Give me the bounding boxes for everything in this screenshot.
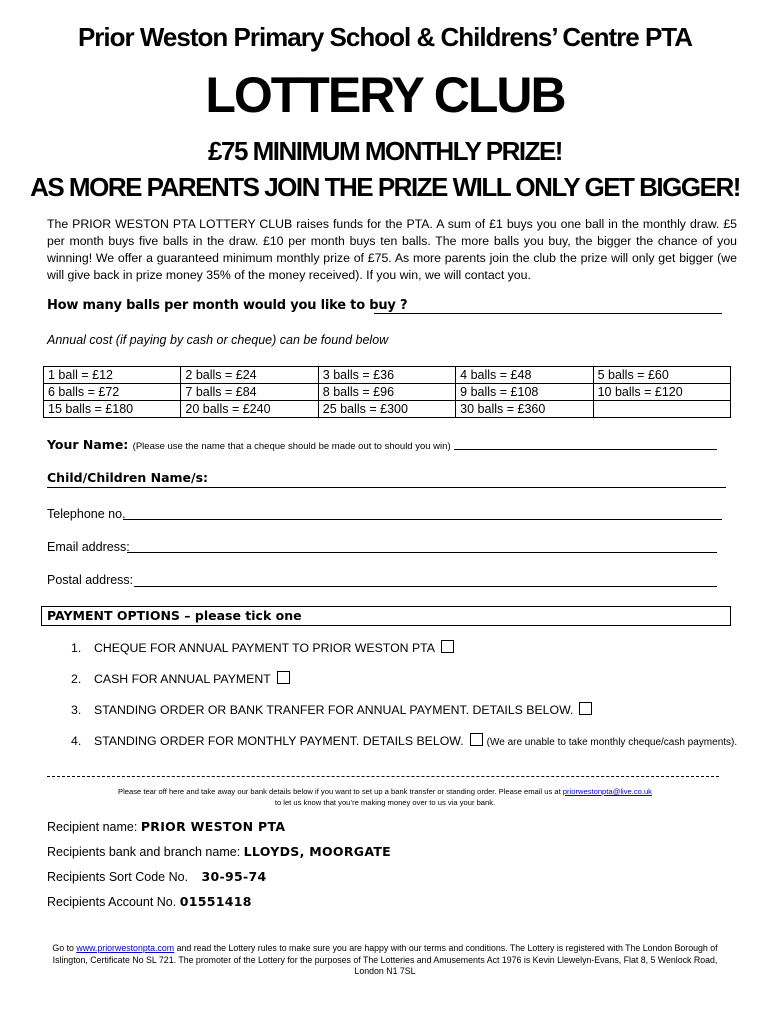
your-name-note: (Please use the name that a cheque should be made out to should you win)	[132, 441, 451, 452]
telephone-label: Telephone no.	[47, 507, 126, 521]
sort-code-value: 30-95-74	[201, 869, 267, 884]
email-label: Email address:	[47, 540, 130, 554]
recipient-name-value: PRIOR WESTON PTA	[140, 819, 286, 834]
payment-options-heading: PAYMENT OPTIONS – please tick one	[47, 608, 302, 623]
bank-branch-row	[47, 844, 391, 859]
option-number: 3.	[71, 703, 82, 717]
price-table-cell: 4 balls = £48	[456, 367, 593, 384]
account-number-label: Recipients Account No.	[47, 895, 177, 909]
children-label: Child/Children Name/s:	[47, 470, 209, 485]
pta-email-link[interactable]: priorwestonpta@live.co.uk	[562, 787, 652, 796]
footer-terms	[50, 943, 720, 978]
footer-text-start: Go to	[52, 943, 77, 953]
account-number-value: 01551418	[179, 894, 252, 909]
bank-branch-value: LLOYDS, MOORGATE	[243, 844, 392, 859]
price-table-row	[44, 401, 731, 418]
tear-off-text: Please tear off here and take away our bank details below if you want to set up a bank transfer or standing order. Please email us at	[118, 787, 563, 796]
price-table-cell: 2 balls = £24	[181, 367, 318, 384]
option-number: 2.	[71, 672, 82, 686]
sort-code-label: Recipients Sort Code No.	[47, 870, 189, 884]
price-table-row	[44, 367, 731, 384]
telephone-field[interactable]	[123, 519, 722, 520]
option-4-note: (We are unable to take monthly cheque/cash payments).	[486, 737, 738, 748]
option-text: STANDING ORDER FOR MONTHLY PAYMENT. DETAILS BELOW.	[94, 734, 464, 748]
payment-option-4	[71, 733, 737, 748]
prize-heading: £75 MINIMUM MONTHLY PRIZE!	[208, 136, 562, 166]
email-field[interactable]	[127, 552, 717, 553]
account-number-row	[47, 894, 252, 909]
intro-paragraph: The PRIOR WESTON PTA LOTTERY CLUB raises funds for the PTA. A sum of £1 buys you one ball in the monthly draw. £5 per month buys five balls in the draw. £10 per month buys ten balls. The more balls you buy, the bigger the chance of you winning! We offer a guaranteed minimum monthly prize of £75. As more parents join the club the prize will only get bigger (we will give back in prize money 35% of the money received). If you win, we will contact you.	[47, 217, 737, 282]
payment-option-3	[71, 702, 592, 717]
your-name-label: Your Name:	[47, 437, 129, 452]
option-1-checkbox[interactable]	[441, 640, 454, 653]
price-table-cell	[593, 401, 730, 418]
price-table-cell: 25 balls = £300	[318, 401, 455, 418]
tear-off-text-2: to let us know that you’re making money over to us via your bank.	[274, 798, 496, 807]
price-table-cell: 15 balls = £180	[44, 401, 181, 418]
price-table-cell: 6 balls = £72	[44, 384, 181, 401]
price-table-cell: 5 balls = £60	[593, 367, 730, 384]
tear-off-line	[47, 776, 719, 777]
footer-text-rest: and read the Lottery rules to make sure you are happy with our terms and conditions. The Lottery is registered with The London Borough of Islington, Certificate No SL 721. The promoter of the Lottery for the purposes of The Lotteries and Amusements Act 1976 is Kevin Llewelyn-Evans, Flat 8, 5 Wenlock Road, London N1 7SL	[52, 943, 718, 976]
bank-branch-label: Recipients bank and branch name:	[47, 845, 241, 859]
recipient-name-row	[47, 819, 285, 834]
price-table	[43, 366, 731, 418]
page-title: LOTTERY CLUB	[205, 67, 565, 123]
postal-label: Postal address:	[47, 573, 134, 587]
sort-code-row	[47, 869, 267, 884]
option-text: STANDING ORDER OR BANK TRANFER FOR ANNUAL PAYMENT. DETAILS BELOW.	[94, 703, 574, 717]
option-number: 1.	[71, 641, 82, 655]
your-name-field[interactable]	[454, 449, 717, 450]
price-table-cell: 7 balls = £84	[181, 384, 318, 401]
option-text: CHEQUE FOR ANNUAL PAYMENT TO PRIOR WESTON PTA	[94, 641, 435, 655]
price-table-cell: 8 balls = £96	[318, 384, 455, 401]
tagline-heading: AS MORE PARENTS JOIN THE PRIZE WILL ONLY GET BIGGER!	[30, 172, 740, 202]
children-field[interactable]	[47, 487, 726, 488]
price-table-cell: 10 balls = £120	[593, 384, 730, 401]
your-name-row	[47, 437, 451, 452]
option-2-checkbox[interactable]	[277, 671, 290, 684]
price-table-row	[44, 384, 731, 401]
price-table-cell: 1 ball = £12	[44, 367, 181, 384]
price-table-cell: 20 balls = £240	[181, 401, 318, 418]
price-table-cell: 30 balls = £360	[456, 401, 593, 418]
option-text: CASH FOR ANNUAL PAYMENT	[94, 672, 271, 686]
payment-option-1	[71, 640, 454, 655]
postal-address-field[interactable]	[134, 586, 717, 587]
price-table-cell: 3 balls = £36	[318, 367, 455, 384]
option-3-checkbox[interactable]	[579, 702, 592, 715]
option-number: 4.	[71, 734, 82, 748]
pta-website-link[interactable]: www.priorwestonpta.com	[76, 943, 175, 953]
balls-answer-field[interactable]	[374, 313, 722, 314]
tear-off-note	[0, 786, 770, 808]
school-heading: Prior Weston Primary School & Childrens’ Centre PTA	[77, 22, 693, 52]
option-4-checkbox[interactable]	[470, 733, 483, 746]
payment-options-heading-box	[41, 606, 731, 626]
recipient-name-label: Recipient name:	[47, 820, 138, 834]
payment-option-2	[71, 671, 290, 686]
annual-cost-note: Annual cost (if paying by cash or cheque) can be found below	[47, 333, 389, 347]
price-table-cell: 9 balls = £108	[456, 384, 593, 401]
balls-question-label: How many balls per month would you like to buy ?	[47, 298, 408, 313]
